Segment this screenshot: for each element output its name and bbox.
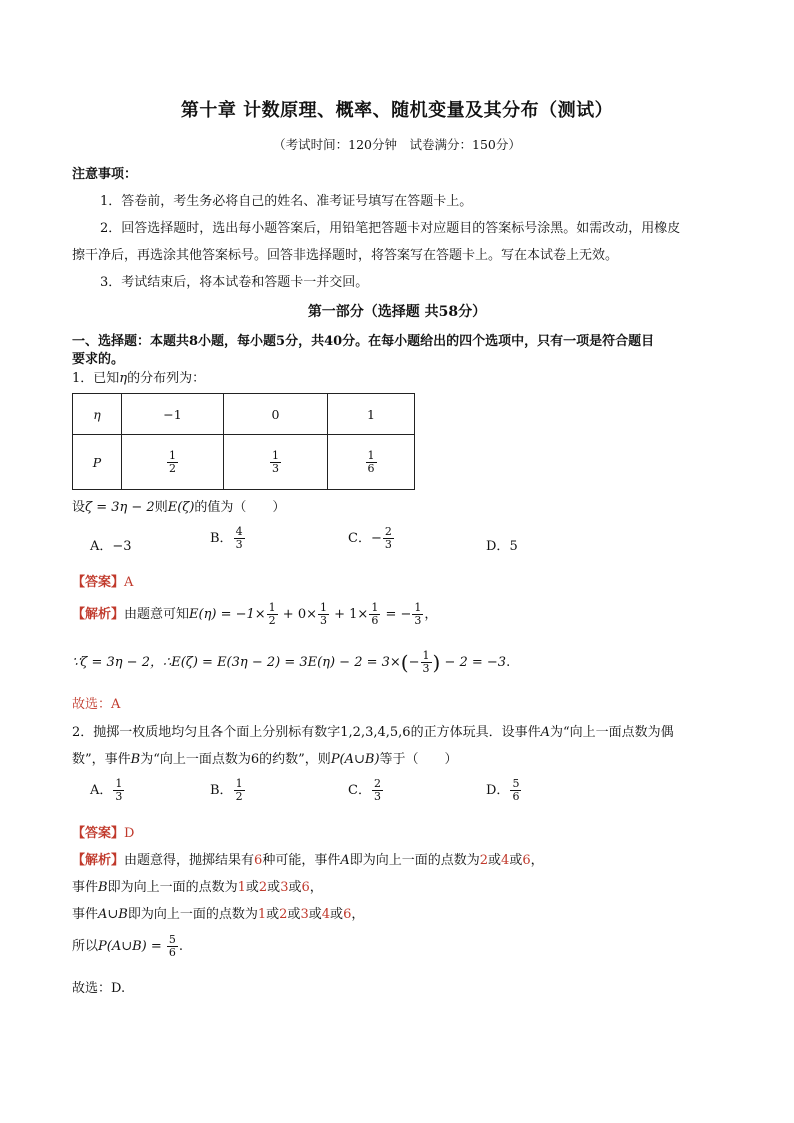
q2-option-d: D． $\frac{5}{6}$ (486, 777, 520, 803)
fraction: $\frac{1}{6}$ (371, 601, 379, 627)
table-row (73, 435, 415, 490)
exam-info: （考试时间：120分钟 试卷满分：150分） (273, 137, 521, 152)
table-cell: 1 (328, 394, 415, 435)
section-heading-cont: 要求的。 (72, 352, 125, 367)
q1-ask: 设ζ = 3η − 2则E(ζ)的值为（ ） (72, 500, 286, 515)
q2-stem: 2．抛掷一枚质地均匀且各个面上分别标有数字1,2,3,4,5,6的正方体玩具．设事件A为“向上一面点数为偶 (72, 725, 674, 740)
fraction: $\frac{1}{3}$ (414, 601, 422, 627)
q2-analysis-line2: 事件B即为向上一面的点数为1或2或3或6， (72, 880, 323, 895)
fraction: $\frac{1}{3}$ (272, 448, 279, 475)
table-cell (122, 435, 224, 490)
fraction: $\frac{1}{2}$ (169, 448, 176, 475)
q1-stem: 1．已知η的分布列为： (72, 371, 206, 386)
q1-answer: 【答案】A (72, 575, 134, 590)
notes-header: 注意事项： (72, 167, 138, 182)
q1-option-a: A．−3 (90, 539, 132, 554)
q1-analysis: 【解析】由题意可知E(η) = −1× $\frac{1}{2}$ + 0× $\frac{1}{3}$ + 1× $\frac{1}{6}$ = − $\frac{1}{3}$ ， (72, 601, 438, 627)
fraction: $\frac{1}{6}$ (367, 448, 375, 475)
q1-choose: 故选：A (72, 697, 121, 712)
fraction: $\frac{2}{3}$ (373, 777, 381, 803)
distribution-table (72, 393, 415, 490)
table-cell (224, 435, 328, 490)
fraction: $\frac{5}{6}$ (168, 933, 176, 959)
q1-option-b: B． $\frac{4}{3}$ (210, 525, 243, 551)
q2-choose: 故选：D. (72, 981, 126, 996)
fraction: $\frac{1}{3}$ (320, 601, 327, 627)
q2-analysis-line3: 事件A∪B即为向上一面的点数为1或2或3或4或6， (72, 907, 365, 922)
q2-analysis: 【解析】由题意得，抛掷结果有6种可能，事件A即为向上一面的点数为2或4或6， (72, 853, 544, 868)
fraction: $\frac{1}{3}$ (115, 777, 123, 803)
q1-option-d: D．5 (486, 539, 518, 554)
fraction: $\frac{2}{3}$ (384, 525, 392, 551)
table-cell: P (73, 435, 122, 490)
q2-option-c: C． $\frac{2}{3}$ (348, 777, 381, 803)
fraction: $\frac{1}{2}$ (235, 777, 243, 803)
q1-analysis-line2: ∵ζ = 3η − 2，∴E(ζ) = E(3η − 2) = 3E(η) − 2 = 3×(− $\frac{1}{3}$ ) − 2 = −3. (72, 649, 511, 675)
table-cell: η (73, 394, 122, 435)
note-item-2-cont: 擦干净后，再选涂其他答案标号。回答非选择题时，将答案写在答题卡上。写在本试卷上无效。 (72, 248, 619, 263)
table-cell: −1 (122, 394, 224, 435)
section-heading: 一、选择题：本题共8小题，每小题5分，共40分。在每小题给出的四个选项中，只有一项是符合题目 (72, 334, 655, 349)
q2-option-b: B． $\frac{1}{2}$ (210, 777, 243, 803)
fraction: $\frac{1}{3}$ (422, 649, 430, 675)
part1-title: 第一部分（选择题 共58分） (307, 304, 487, 320)
note-item-1: 1．答卷前，考生务必将自己的姓名、准考证号填写在答题卡上。 (100, 194, 473, 209)
fraction: $\frac{4}{3}$ (235, 525, 243, 551)
q2-analysis-line4: 所以P(A∪B) = $\frac{5}{6}$ . (72, 933, 184, 959)
q2-stem-cont: 数”，事件B为“向上一面点数为6的约数”，则P(A∪B)等于（ ） (72, 752, 458, 767)
page-title: 第十章 计数原理、概率、随机变量及其分布（测试） (180, 100, 614, 121)
fraction: $\frac{5}{6}$ (512, 777, 520, 803)
table-cell: 0 (224, 394, 328, 435)
note-item-3: 3．考试结束后，将本试卷和答题卡一并交回。 (100, 275, 369, 290)
q1-option-c: C．− $\frac{2}{3}$ (348, 525, 392, 551)
table-cell (328, 435, 415, 490)
q2-answer: 【答案】D (72, 826, 135, 841)
table-row (73, 394, 415, 435)
note-item-2: 2．回答选择题时，选出每小题答案后，用铅笔把答题卡对应题目的答案标号涂黑。如需改动，用橡皮 (100, 221, 681, 236)
q2-option-a: A． $\frac{1}{3}$ (90, 777, 123, 803)
fraction: $\frac{1}{2}$ (268, 601, 276, 627)
